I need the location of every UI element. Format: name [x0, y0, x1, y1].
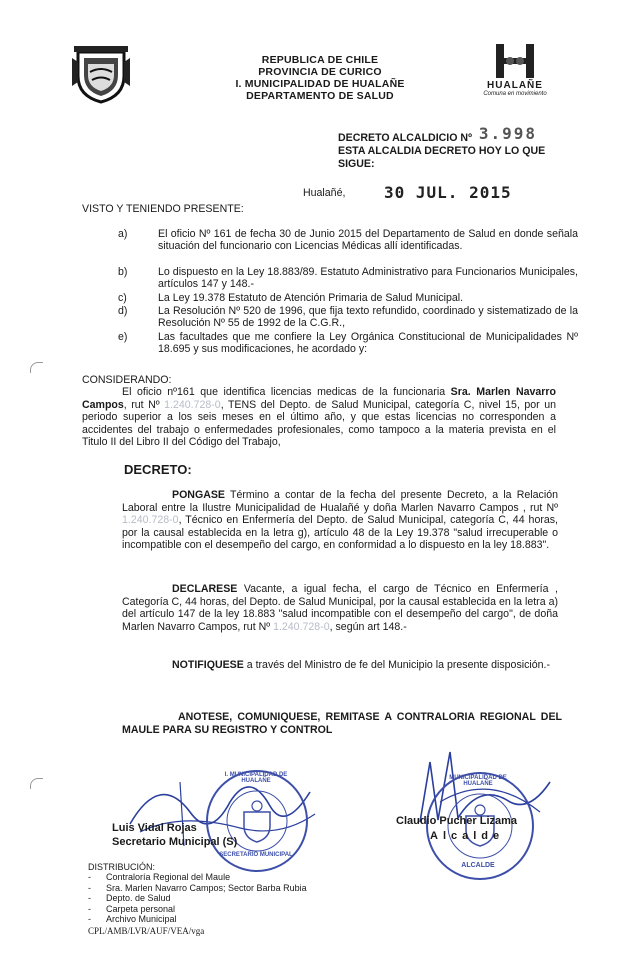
distribution-item: Depto. de Salud: [106, 893, 171, 904]
notifiquese-text: a través del Ministro de fe del Municipio la presente disposición.-: [243, 659, 551, 671]
item-letter: e): [118, 331, 128, 343]
hole-punch-mark: [30, 362, 43, 373]
closing-statement: ANOTESE, COMUNIQUESE, REMITASE A CONTRALORIA REGIONAL DEL MAULE PARA SU REGISTRO Y CONTROL: [122, 711, 562, 736]
considerando-text-c: , TENS del Depto. de Salud Municipal, categoría C, nivel 15, por un periodo superior a los seis meses en el último año, y que estas licencias no corresponden a accidentes del trabajo o enfermedades profesionales, como tampoco a la materia prevista en el Titulo II del Libro II del Código del Trabajo,: [82, 398, 556, 449]
mayor-name: Claudio Pucher Lizama: [396, 815, 518, 827]
list-item: - Archivo Municipal: [88, 914, 177, 925]
redacted-rut: 1.240.728-0: [122, 514, 179, 527]
secretary-title: Secretario Municipal (S): [112, 836, 238, 848]
pongase-text-b: , Técnico en Enfermería del Depto. de Salud Municipal, categoría C, 44 horas, por la causal establecida en la letra g), artículo 48 de la Ley 19.378 "salud irrecuperable o incompatible con el desempeño del cargo, en conformidad a lo dispuesto en la ley 18.883".: [122, 514, 558, 552]
considerando-text-b: , rut Nº: [123, 398, 165, 411]
decreto-heading: DECRETO:: [124, 462, 192, 477]
secretary-name: Luis Vidal Rojas: [112, 822, 197, 834]
list-item: - Sra. Marlen Navarro Campos; Sector Barba Rubia: [88, 882, 307, 893]
header-line-3: I. MUNICIPALIDAD DE HUALAÑE: [235, 78, 405, 90]
distribution-item: Contraloría Regional del Maule: [106, 872, 231, 883]
distribution-block: [88, 862, 348, 937]
pongase-paragraph: [122, 489, 558, 552]
decree-number: 3.998: [478, 124, 538, 143]
distribution-heading: DISTRIBUCIÓN:: [88, 862, 156, 872]
item-letter: d): [118, 305, 128, 317]
item-text: El oficio Nº 161 de fecha 30 de Junio 2015 del Departamento de Salud en donde señala situación del funcionario con Licencias Médicas allí identificadas.: [158, 228, 578, 253]
mayor-stamp-text: MUNICIPALIDAD DE HUALAÑE: [449, 775, 507, 787]
declarese-keyword: DECLARESE: [172, 583, 238, 595]
employee-name: Sra. Marlen Navarro Campos: [82, 386, 556, 411]
decree-title: [338, 124, 546, 170]
declarese-paragraph: [122, 583, 558, 633]
header-line-1: REPUBLICA DE CHILE: [261, 54, 379, 66]
header-line-4: DEPARTAMENTO DE SALUD: [246, 90, 394, 102]
distribution-item: Sra. Marlen Navarro Campos; Sector Barba Rubia: [106, 882, 307, 893]
item-letter: c): [118, 292, 127, 304]
declarese-text-a: Vacante, a igual fecha, el cargo de Técnico en Enfermería , Categoría C, 44 horas, del Depto. de Salud Municipal, por la causal establecida en la letra a) del artículo 147 de la ley 18.883 "salud incompatible con el desempeño del cargo", de doña Marlen Navarro Campos, rut Nº: [122, 583, 558, 633]
hole-punch-mark: [30, 778, 43, 789]
considerando-text-a: El oficio nº161 que identifica licencias medicas de la funcionaria: [122, 386, 451, 398]
logo-tagline: Comuna en movimiento: [483, 91, 547, 97]
mayor-title: Alcalde: [430, 830, 505, 842]
redacted-rut: 1.240.728-0: [164, 398, 221, 411]
hualane-h-icon: [492, 42, 538, 80]
declarese-text-b: , según art 148.-: [329, 620, 407, 633]
place-label: Hualañé,: [303, 187, 346, 199]
item-text: Las facultades que me confiere la Ley Orgánica Constitucional de Municipalidades Nº 18.695 y sus modificaciones, he acordado y:: [158, 331, 578, 356]
pongase-keyword: PONGASE: [172, 489, 225, 501]
header-line-2: PROVINCIA DE CURICO: [258, 66, 382, 78]
decree-title-line-2: ESTA ALCALDIA DECRETO HOY LO QUE: [338, 144, 546, 157]
item-letter: a): [118, 228, 128, 240]
item-text: La Resolución Nº 520 de 1996, que fija texto refundido, coordinado y sistematizado de la Resolución Nº 55 de 1992 de la C.G.R.,: [158, 305, 578, 330]
secretary-stamp-bottom: SECRETARIO MUNICIPAL: [219, 852, 293, 858]
list-item: - Carpeta personal: [88, 903, 176, 914]
item-text: Lo dispuesto en la Ley 18.883/89. Estatuto Administrativo para Funcionarios Municipales, artículos 147 y 148.-: [158, 266, 578, 291]
item-text: La Ley 19.378 Estatuto de Atención Primaria de Salud Municipal.: [158, 292, 464, 304]
decree-title-line-1: DECRETO ALCALDICIO Nº: [338, 132, 472, 144]
logo-name: HUALAÑE: [487, 80, 543, 91]
list-item: - Contraloría Regional del Maule: [88, 872, 231, 883]
item-letter: b): [118, 266, 128, 278]
considerando-paragraph: [82, 386, 556, 449]
decree-title-line-3: SIGUE:: [338, 157, 375, 170]
list-item: - Depto. de Salud: [88, 893, 171, 904]
distribution-item: Archivo Municipal: [106, 914, 177, 925]
mayor-stamp-bottom: ALCALDE: [461, 862, 495, 869]
pongase-text-a: Término a contar de la fecha del presente Decreto, a la Relación Laboral entre la Ilustre Municipalidad de Hualañé y doña Marlen Navarro Campos , rut Nº: [122, 489, 558, 514]
hualane-logo: [478, 42, 552, 112]
considerando-heading: CONSIDERANDO:: [82, 374, 172, 386]
initials: CPL/AMB/LVR/AUF/VEA/vga: [88, 926, 205, 937]
secretary-stamp-text: I. MUNICIPALIDAD DE HUALAÑE: [224, 772, 288, 784]
notifiquese-keyword: NOTIFIQUESE: [172, 659, 244, 671]
notifiquese-paragraph: [122, 659, 558, 672]
visto-heading: VISTO Y TENIENDO PRESENTE:: [82, 203, 244, 215]
redacted-rut: 1.240.728-0: [273, 620, 330, 633]
distribution-item: Carpeta personal: [106, 903, 176, 914]
date-stamp: 30 JUL. 2015: [384, 183, 512, 202]
